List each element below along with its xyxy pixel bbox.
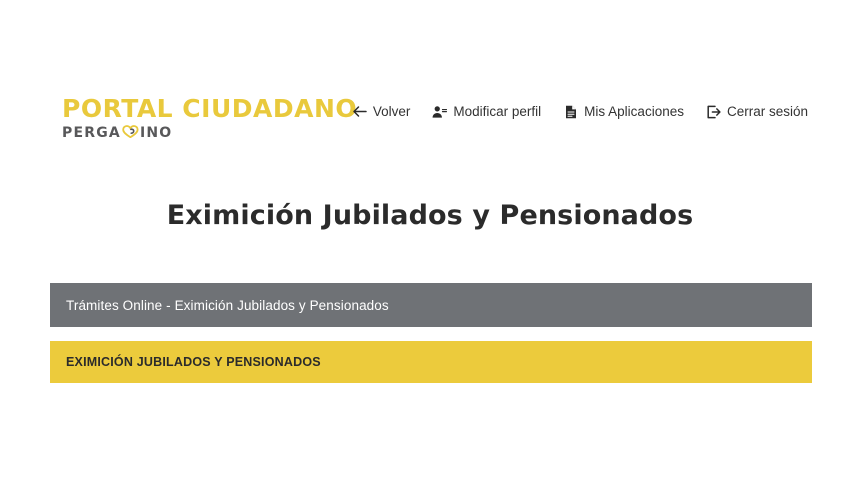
nav-item-label: Cerrar sesión	[726, 104, 808, 119]
brand-subtitle	[62, 124, 292, 142]
brand-title: PORTAL CIUDADANO	[62, 94, 358, 123]
logout-icon	[706, 104, 721, 119]
breadcrumb-text: Trámites Online - Eximición Jubilados y Pensionados	[66, 297, 389, 313]
nav-item-label: Mis Aplicaciones	[584, 104, 684, 119]
page-title: Eximición Jubilados y Pensionados	[166, 200, 694, 231]
section-header	[50, 341, 812, 383]
nav-item-label: Volver	[372, 104, 411, 119]
main-nav	[292, 92, 812, 119]
brand-subtitle-right: INO	[139, 125, 173, 141]
section-header-text: EXIMICIÓN JUBILADOS Y PENSIONADOS	[66, 355, 321, 369]
nav-item-mis-aplicaciones[interactable]	[563, 104, 684, 119]
file-icon	[563, 104, 578, 119]
site-header	[0, 0, 860, 142]
brand-subtitle-left: PERGA	[62, 125, 121, 141]
nav-item-label: Modificar perfil	[453, 104, 542, 119]
nav-item-modificar-perfil[interactable]	[432, 104, 541, 119]
breadcrumb	[50, 283, 812, 327]
nav-item-volver[interactable]	[352, 104, 411, 119]
heart-swirl-logo-icon	[122, 125, 139, 143]
user-edit-icon	[432, 104, 447, 119]
nav-item-cerrar-sesion[interactable]	[706, 104, 808, 119]
arrow-left-icon	[352, 104, 367, 119]
content-bars	[0, 283, 860, 383]
brand-logo[interactable]	[62, 92, 358, 142]
